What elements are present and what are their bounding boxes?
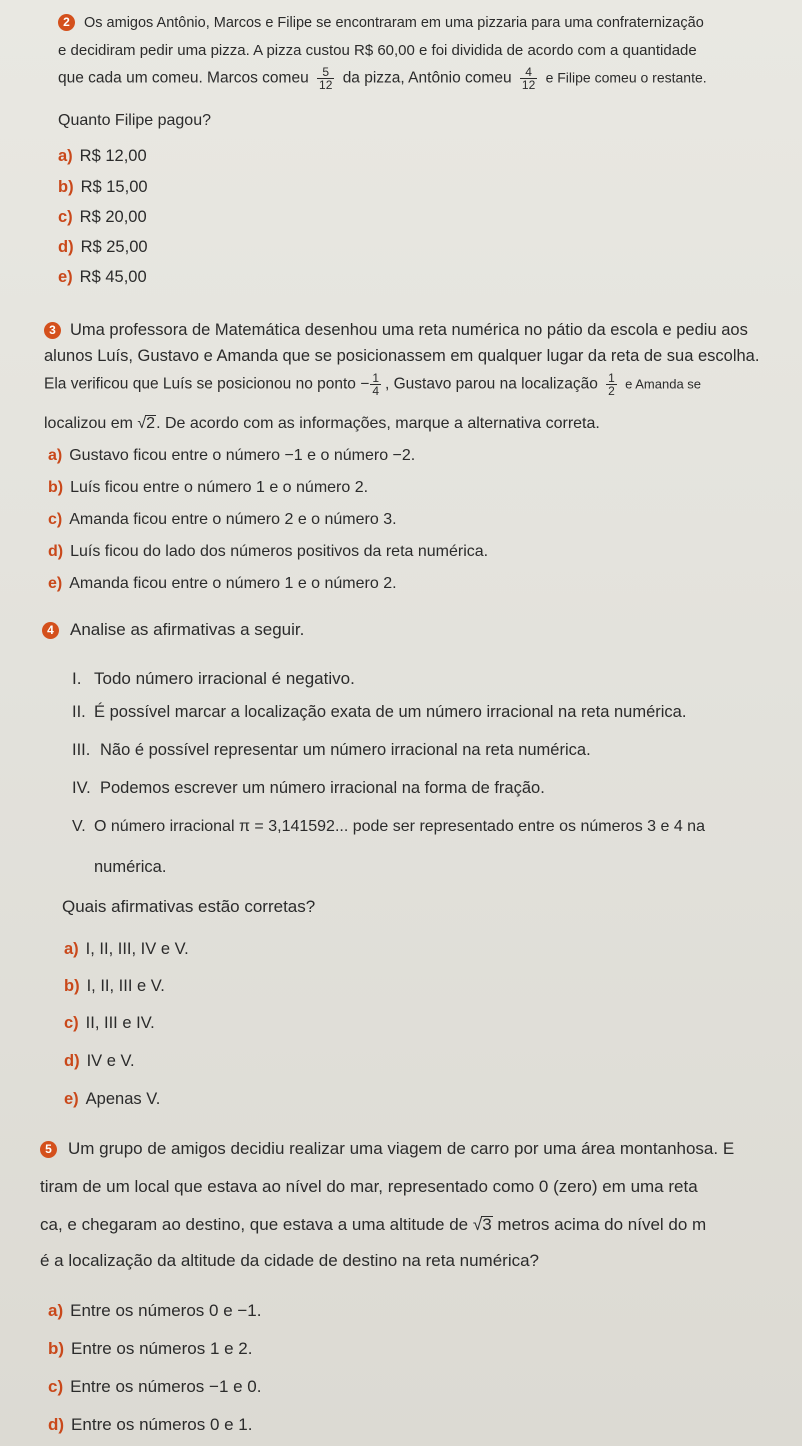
option-text: Amanda ficou entre o número 1 e o número 2. (69, 575, 397, 592)
radicand: 2 (146, 415, 156, 432)
option-text: Entre os números 1 e 2. (71, 1339, 253, 1358)
option-text: Gustavo ficou entre o número −1 e o número −2. (69, 447, 416, 464)
minus-sign: − (360, 375, 370, 393)
answer-option[interactable] (48, 1414, 252, 1436)
option-text: I, II, III e V. (86, 977, 165, 995)
answer-option[interactable] (48, 509, 397, 531)
option-letter: b) (58, 178, 74, 196)
question-text-line (40, 1214, 706, 1236)
answer-option[interactable] (64, 975, 165, 997)
question-text-line: alunos Luís, Gustavo e Amanda que se posicionassem em qualquer lugar da reta de sua escolha. (44, 347, 760, 365)
statement (72, 777, 545, 799)
option-text: Entre os números 0 e 1. (71, 1415, 253, 1434)
option-letter: a) (48, 1301, 64, 1320)
question-text-line (44, 372, 701, 397)
option-letter: a) (64, 940, 79, 958)
fraction (520, 66, 537, 91)
option-letter: d) (64, 1052, 80, 1070)
statement-numeral: V. (72, 818, 86, 835)
statement-numeral: II. (72, 703, 86, 721)
answer-option[interactable] (64, 1050, 135, 1072)
fraction (606, 372, 617, 397)
question-text-line: Uma professora de Matemática desenhou uma reta numérica no pátio da escola e pediu aos (70, 321, 748, 339)
option-text: II, III e IV. (85, 1014, 155, 1032)
question-number-badge: 4 (42, 622, 59, 639)
radicand: 3 (482, 1215, 492, 1234)
answer-option[interactable] (48, 1376, 261, 1398)
statement (72, 739, 591, 761)
fraction-denominator: 2 (608, 384, 615, 398)
answer-option[interactable] (58, 145, 147, 167)
option-text: Entre os números 0 e −1. (70, 1301, 262, 1320)
text-segment: da pizza, Antônio comeu (342, 69, 512, 87)
question-prompt: Quais afirmativas estão corretas? (62, 897, 316, 916)
question-text-line (58, 66, 707, 91)
answer-option[interactable] (48, 541, 488, 563)
option-text: Luís ficou entre o número 1 e o número 2. (70, 479, 369, 496)
option-text: R$ 15,00 (80, 178, 148, 196)
answer-option[interactable] (64, 938, 189, 960)
question-intro: Analise as afirmativas a seguir. (70, 620, 305, 639)
fraction-denominator: 12 (319, 78, 333, 92)
option-letter: e) (64, 1090, 79, 1108)
text-segment: Ela verificou que Luís se posicionou no ponto (44, 375, 356, 393)
question-prompt: Quanto Filipe pagou? (58, 112, 211, 129)
statement-text: O número irracional π = 3,141592... pode ser representado entre os números 3 e 4 na (94, 818, 705, 835)
statement-text: Podemos escrever um número irracional na forma de fração. (100, 779, 545, 797)
statement-numeral: I. (72, 669, 82, 688)
option-text: IV e V. (86, 1052, 135, 1070)
question-number-badge: 2 (58, 14, 75, 31)
option-letter: c) (64, 1014, 79, 1032)
option-letter: c) (58, 208, 73, 226)
fraction-numerator: 1 (372, 371, 379, 385)
option-text: R$ 12,00 (79, 147, 147, 165)
question-text-line: e decidiram pedir uma pizza. A pizza custou R$ 60,00 e foi dividida de acordo com a quantidade (58, 42, 697, 59)
option-text: R$ 25,00 (80, 238, 148, 256)
question-number-badge: 3 (44, 322, 61, 339)
statement-numeral: III. (72, 741, 91, 759)
statement-text: É possível marcar a localização exata de um número irracional na reta numérica. (94, 703, 687, 721)
option-text: R$ 45,00 (79, 268, 147, 286)
question-text-line: Um grupo de amigos decidiu realizar uma viagem de carro por uma área montanhosa. E (68, 1139, 735, 1158)
answer-option[interactable] (58, 206, 147, 228)
answer-option[interactable] (58, 176, 148, 198)
fraction-numerator: 5 (317, 66, 334, 79)
answer-option[interactable] (48, 1300, 261, 1322)
option-letter: d) (58, 238, 74, 256)
option-text: R$ 20,00 (79, 208, 147, 226)
question-text-line: Os amigos Antônio, Marcos e Filipe se encontraram em uma pizzaria para uma confraternização (84, 15, 704, 31)
fraction (317, 66, 334, 91)
option-letter: b) (48, 479, 64, 496)
option-letter: b) (64, 977, 80, 995)
option-letter: b) (48, 1339, 65, 1358)
option-letter: e) (58, 268, 73, 286)
statement (72, 816, 705, 838)
answer-option[interactable] (48, 445, 415, 467)
option-text: Amanda ficou entre o número 2 e o número 3. (69, 511, 397, 528)
option-letter: a) (48, 447, 63, 464)
statement-text: Todo número irracional é negativo. (94, 669, 355, 688)
text-segment: localizou em (44, 415, 133, 432)
option-text: Apenas V. (85, 1090, 161, 1108)
text-segment: que cada um comeu. Marcos comeu (58, 69, 309, 87)
text-segment: ca, e chegaram ao destino, que estava a uma altitude de (40, 1215, 469, 1234)
fraction (370, 372, 381, 397)
statement-numeral: IV. (72, 779, 91, 797)
option-letter: c) (48, 511, 63, 528)
option-text: Luís ficou do lado dos números positivos da reta numérica. (70, 543, 489, 560)
option-letter: e) (48, 575, 63, 592)
text-segment: e Filipe comeu o restante. (545, 69, 707, 86)
option-letter: d) (48, 543, 64, 560)
option-letter: c) (48, 1377, 64, 1396)
answer-option[interactable] (48, 1338, 252, 1360)
answer-option[interactable] (58, 266, 147, 288)
statement-continuation: numérica. (94, 858, 167, 876)
square-root: √2 (137, 415, 156, 432)
answer-option[interactable] (48, 477, 368, 499)
option-letter: d) (48, 1415, 65, 1434)
text-segment: e Amanda se (625, 376, 702, 392)
statement (72, 701, 686, 723)
question-number-badge: 5 (40, 1141, 57, 1158)
text-segment: . De acordo com as informações, marque a alternativa correta. (156, 415, 600, 432)
statement-text: Não é possível representar um número irracional na reta numérica. (100, 741, 591, 759)
answer-option[interactable] (48, 573, 397, 595)
statement (72, 668, 355, 690)
fraction-numerator: 1 (608, 371, 615, 385)
question-text-line (44, 413, 600, 435)
fraction-numerator: 4 (520, 66, 537, 79)
text-segment: , Gustavo parou na localização (385, 375, 598, 393)
question-text-line: tiram de um local que estava ao nível do mar, representado como 0 (zero) em uma reta (40, 1177, 698, 1196)
fraction-denominator: 4 (372, 384, 379, 398)
square-root: √3 (472, 1215, 492, 1234)
answer-option[interactable] (64, 1088, 160, 1110)
text-segment: metros acima do nível do m (497, 1215, 707, 1234)
fraction-denominator: 12 (521, 78, 536, 92)
answer-option[interactable] (58, 236, 148, 258)
option-text: I, II, III, IV e V. (85, 940, 189, 958)
question-text-line: é a localização da altitude da cidade de destino na reta numérica? (40, 1251, 540, 1270)
option-text: Entre os números −1 e 0. (70, 1377, 262, 1396)
answer-option[interactable] (64, 1012, 155, 1034)
option-letter: a) (58, 147, 73, 165)
